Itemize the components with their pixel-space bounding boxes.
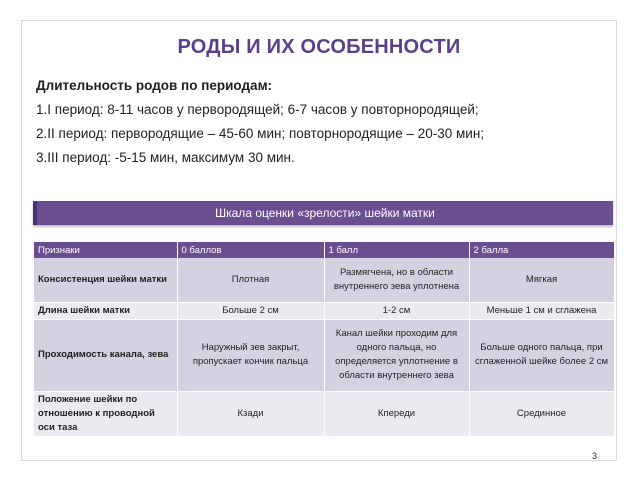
intro-block (36, 74, 616, 170)
cell-1-point: Канал шейки проходим для одного пальца, но определяется уплотнение в области внутреннего зева (324, 319, 469, 391)
table-row (34, 302, 614, 319)
cell-0-points: Больше 2 см (177, 302, 324, 319)
cell-0-points: Плотная (177, 258, 324, 302)
row-label: Положение шейки по отношению к проводной оси таза (34, 391, 177, 436)
row-label: Консистенция шейки матки (34, 258, 177, 302)
cell-2-points: Больше одного пальца, при сглаженной шейке более 2 см (469, 319, 614, 391)
cell-0-points: Наружный зев закрыт, пропускает кончик пальца (177, 319, 324, 391)
period-1: 1.I период: 8-11 часов у первородящей; 6-7 часов у повторнородящей; (36, 102, 479, 117)
cell-1-point: Кпереди (324, 391, 469, 436)
cell-2-points: Меньше 1 см и сглажена (469, 302, 614, 319)
header-0-points: 0 баллов (177, 242, 324, 258)
cell-2-points: Мягкая (469, 258, 614, 302)
table-row (34, 258, 614, 302)
cell-1-point: Размягчена, но в области внутреннего зева уплотнена (324, 258, 469, 302)
header-criteria: Признаки (34, 242, 177, 258)
scale-table (34, 242, 615, 437)
header-2-points: 2 балла (469, 242, 614, 258)
table-header-row (34, 242, 614, 258)
header-1-point: 1 балл (324, 242, 469, 258)
row-label: Проходимость канала, зева (34, 319, 177, 391)
period-2: 2.II период: первородящие – 45-60 мин; повторнородящие – 20-30 мин; (36, 126, 485, 141)
period-3: 3.III период: -5-15 мин, максимум 30 мин. (36, 150, 295, 165)
row-label: Длина шейки матки (34, 302, 177, 319)
table-row (34, 391, 614, 436)
page-number: 3 (592, 451, 598, 461)
intro-heading: Длительность родов по периодам: (36, 78, 273, 93)
slide-title: РОДЫ И ИХ ОСОБЕННОСТИ (177, 36, 461, 58)
scale-banner: Шкала оценки «зрелости» шейки матки (33, 201, 613, 225)
cell-2-points: Срединное (469, 391, 614, 436)
cell-0-points: Кзади (177, 391, 324, 436)
table-row (34, 319, 614, 391)
cell-1-point: 1-2 см (324, 302, 469, 319)
